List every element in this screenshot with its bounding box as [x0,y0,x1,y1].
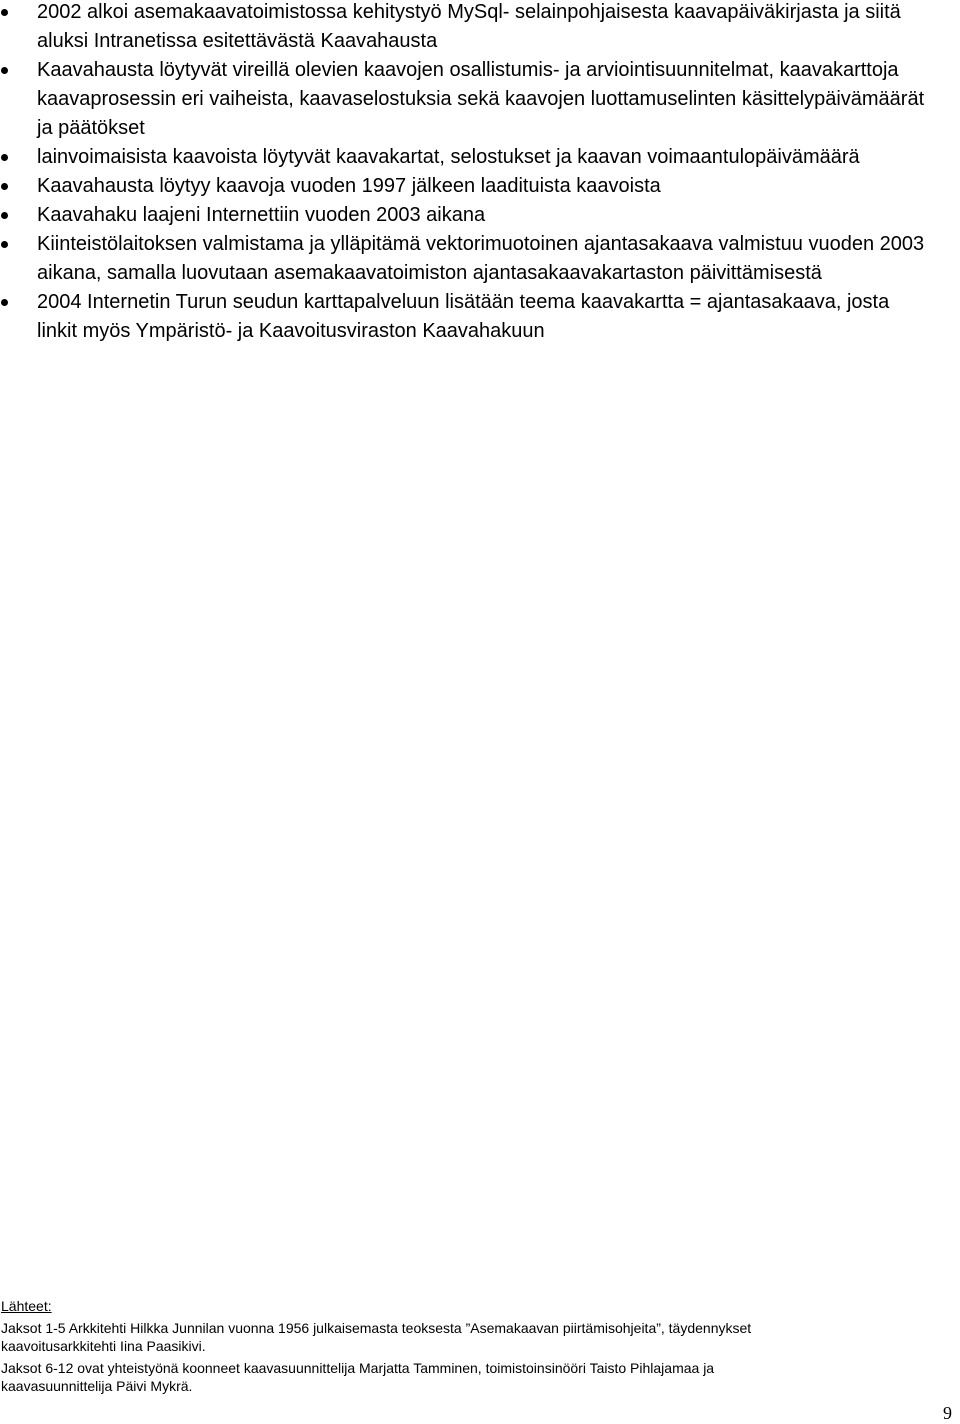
bullet-item: 2002 alkoi asemakaavatoimistossa kehitystyö MySql- selainpohjaisesta kaavapäiväkirjasta ja siitä aluksi Intranetissa esitettävästä Kaavahausta [0,0,930,56]
bullet-item: Kiinteistölaitoksen valmistama ja ylläpitämä vektorimuotoinen ajantasakaava valmistuu vuoden 2003 aikana, samalla luovutaan asemakaavatoimiston ajantasakaavakartaston päivittämisestä [0,230,930,288]
source-line: Jaksot 1-5 Arkkitehti Hilkka Junnilan vuonna 1956 julkaisemasta teoksesta ”Asemakaavan piirtämisohjeita”, täydennykset [1,1320,752,1336]
bullet-item: Kaavahausta löytyy kaavoja vuoden 1997 jälkeen laadituista kaavoista [0,172,930,201]
source-line: kaavoitusarkkitehti Iina Paasikivi. [1,1338,206,1354]
bullet-item: lainvoimaisista kaavoista löytyvät kaavakartat, selostukset ja kaavan voimaantulopäivämäärä [0,143,930,172]
bullet-item: 2004 Internetin Turun seudun karttapalveluun lisätään teema kaavakartta = ajantasakaava, josta linkit myös Ympäristö- ja Kaavoitusviraston Kaavahakuun [0,288,930,346]
source-line: Jaksot 6-12 ovat yhteistyönä koonneet kaavasuunnittelija Marjatta Tamminen, toimistoinsinööri Taisto Pihlajamaa ja [1,1360,715,1376]
source-line: kaavasuunnittelija Päivi Mykrä. [1,1378,193,1394]
sources-section [1,1297,946,1395]
page-number: 9 [943,1403,952,1423]
bullet-list [0,0,930,348]
sources-heading: Lähteet: [1,1298,52,1314]
bullet-item: Kaavahausta löytyvät vireillä olevien kaavojen osallistumis- ja arviointisuunnitelmat, kaavakarttoja kaavaprosessin eri vaiheista, kaavaselostuksia sekä kaavojen luottamuselinten käsittelypäivämäärät ja päätökset [0,56,930,143]
bullet-item: Kaavahaku laajeni Internettiin vuoden 2003 aikana [0,201,930,230]
